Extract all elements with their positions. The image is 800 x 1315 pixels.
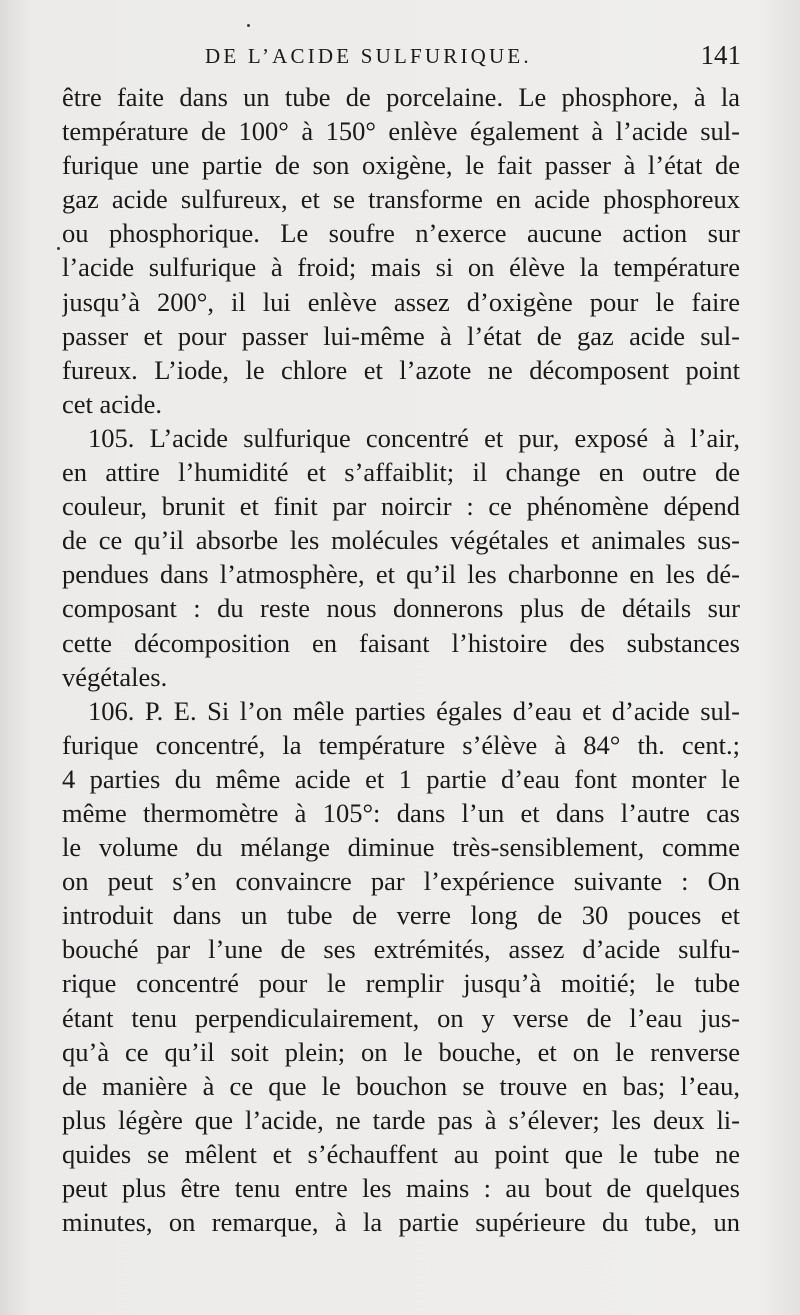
text-line: introduit dans un tube de verre long de 30 pouces et [62, 900, 740, 931]
text-line: qu’à ce qu’il soit plein; on le bouche, et on le renverse [62, 1036, 740, 1067]
text-line: être faite dans un tube de porcelaine. Le phosphore, à la [62, 82, 740, 112]
text-line: quides se mêlent et s’échauffent au point que le tube ne [62, 1138, 740, 1169]
text-line: température de 100° à 150° enlève également à l’acide sul- [62, 116, 740, 147]
text-line: on peut s’en convaincre par l’expérience suivante : On [62, 866, 740, 897]
text-line: rique concentré pour le remplir jusqu’à moitié; le tube [62, 968, 740, 999]
text-line: bouché par l’une de ses extrémités, assez d’acide sulfu- [62, 934, 740, 965]
text-line: cet acide. [62, 388, 163, 419]
running-title: DE L’ACIDE SULFURIQUE. [205, 44, 532, 68]
text-line: gaz acide sulfureux, et se transforme en acide phosphoreux [62, 184, 740, 215]
text-line: l’acide sulfurique à froid; mais si on élève la température [62, 252, 740, 283]
text-line: couleur, brunit et finit par noircir : ce phénomène dépend [62, 491, 740, 522]
text-line: de manière à ce que le bouchon se trouve en bas; l’eau, [62, 1070, 740, 1101]
text-line: peut plus être tenu entre les mains : au bout de quelques [62, 1173, 740, 1203]
paragraph-105-start: 105. L’acide sulfurique concentré et pur, exposé à l’air, [88, 422, 740, 453]
text-line: même thermomètre à 105°: dans l’un et dans l’autre cas [62, 797, 740, 828]
ink-speck [57, 247, 60, 250]
text-line: le volume du mélange diminue très-sensiblement, comme [62, 832, 740, 863]
ink-speck [247, 24, 250, 27]
text-line: étant tenu perpendiculairement, on y verse de l’eau jus- [62, 1002, 740, 1033]
text-line: 4 parties du même acide et 1 partie d’eau font monter le [62, 763, 740, 794]
text-line: pendues dans l’atmosphère, et qu’il les charbonne en les dé- [62, 559, 740, 590]
text-line: plus légère que l’acide, ne tarde pas à s’élever; les deux li- [62, 1104, 740, 1135]
body-text [62, 80, 740, 1239]
page-number: 141 [700, 40, 741, 70]
text-line: minutes, on remarque, à la partie supérieure du tube, un [62, 1207, 740, 1238]
text-line: furique une partie de son oxigène, le fait passer à l’état de [62, 150, 740, 181]
text-line: fureux. L’iode, le chlore et l’azote ne décomposent point [62, 354, 740, 385]
text-line: cette décomposition en faisant l’histoire des substances [62, 627, 740, 658]
paragraph-106-start: 106. P. E. Si l’on mêle parties égales d’eau et d’acide sul- [88, 695, 740, 726]
text-line: composant : du reste nous donnerons plus de détails sur [62, 593, 740, 624]
page-header [205, 40, 745, 80]
text-line: furique concentré, la température s’élève à 84° th. cent.; [62, 729, 740, 760]
text-line: en attire l’humidité et s’affaiblit; il change en outre de [62, 457, 740, 488]
text-line: végétales. [62, 661, 168, 692]
text-line: jusqu’à 200°, il lui enlève assez d’oxigène pour le faire [62, 286, 740, 317]
text-line: de ce qu’il absorbe les molécules végétales et animales sus- [62, 525, 740, 556]
text-line: ou phosphorique. Le soufre n’exerce aucune action sur [62, 218, 740, 249]
text-line: passer et pour passer lui-même à l’état de gaz acide sul- [62, 320, 740, 351]
